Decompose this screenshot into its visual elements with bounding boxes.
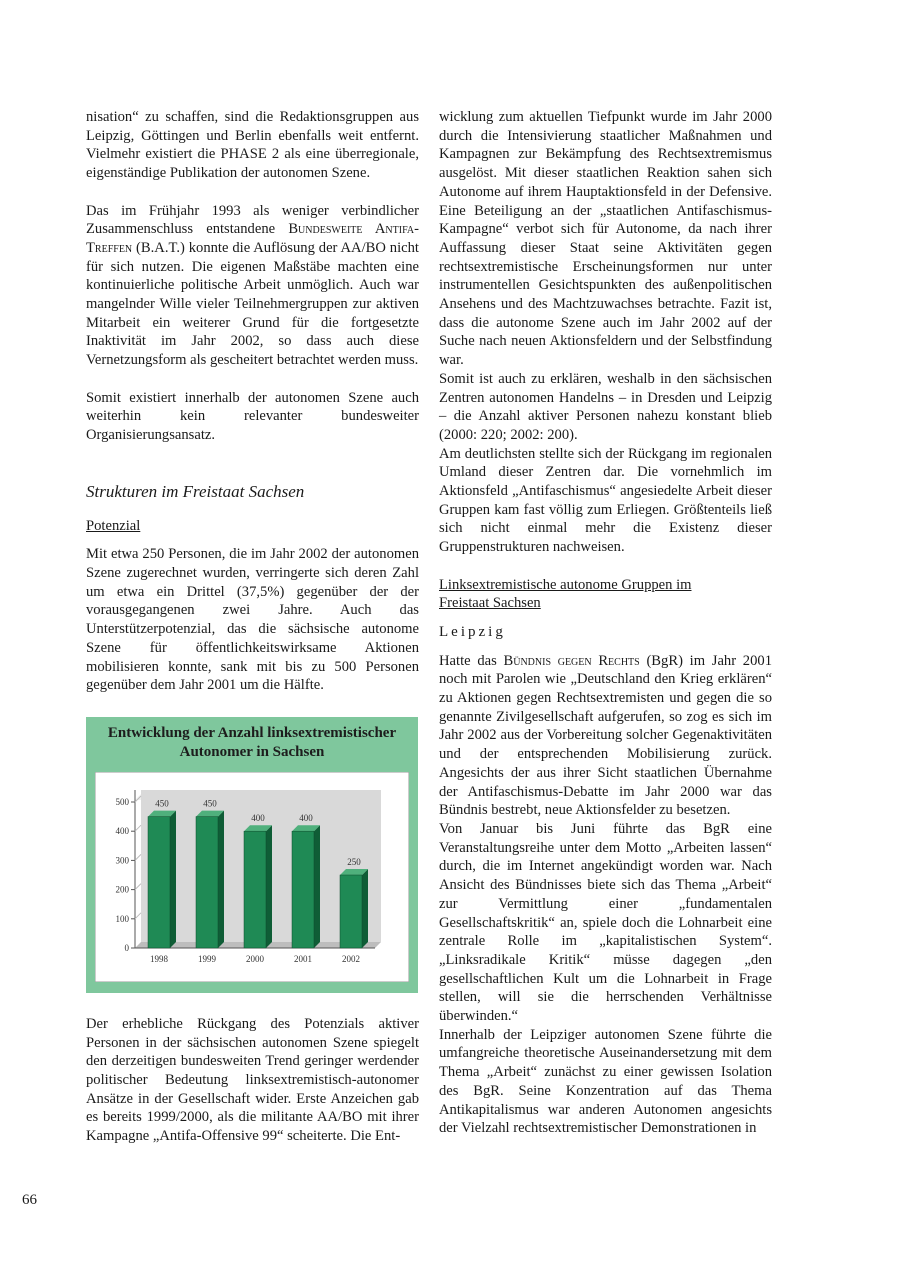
data-label: 450 [155, 798, 169, 809]
bar-side [266, 825, 272, 948]
chart-title: Entwicklung der Anzahl linksextremistischer Autonomer in Sachsen [107, 725, 397, 760]
paragraph: Somit existiert innerhalb der autonomen Szene auch weiterhin kein relevanter bundesweiter Organisierungsansatz. [86, 389, 419, 443]
paragraph-text: (B.A.T.) konnte die Auflösung der AA/BO nicht für sich nutzen. Die eigenen Maßstäbe machten eine kontinuierliche politische Arbeit unmöglich. Auch war mangelnder Wille vieler Teilnehmergruppen zur aktiven Mitarbeit ein weiterer Grund für die fortgesetzte Inaktivität im Jahr 2002, so dass auch diese Vernetzungsform als gescheitert betrachtet werden muss. [86, 239, 419, 369]
x-tick-label: 1998 [150, 954, 168, 964]
paragraph-text: Hatte das [439, 652, 504, 669]
paragraph: Von Januar bis Juni führte das BgR eine Veranstaltungsreihe unter dem Motto „Arbeiten lassen“ durch, die im Internet angekündigt worden war. Nach Ansicht des Bündnisses biete sich das Thema „Arbeit“ zur Vermittlung einer „fundamentalen Gesellschaftskritik“ an, spiele doch die Lohnarbeit eine zentrale Rolle im „kapitalistischen System“. „Linksradikale Kritik“ müsse dagegen „den gesellschaftlichen Kult um die Lohnarbeit in Frage stellen, will sie die herrschenden Verhältnisse überwinden.“ [439, 821, 772, 1025]
organization-name: Bundesweite Antifa-Treffen [86, 221, 419, 256]
x-tick-label: 1999 [198, 954, 216, 964]
x-tick-label: 2001 [294, 954, 312, 964]
x-tick-label: 2002 [342, 954, 360, 964]
bar-side [170, 811, 176, 948]
paragraph-text: Das im Frühjahr 1993 als weniger verbindlicher Zusammenschluss entstandene [86, 202, 419, 238]
paragraph: wicklung zum aktuellen Tiefpunkt wurde im Jahr 2000 durch die Intensivierung staatlicher Maßnahmen und Kampagnen zur Bekämpfung des Rechtsextremismus ausgelöst. Mit dieser staatlichen Reaktion sahen sich Autonome auf ihrem Hauptaktionsfeld in der Defensive. Eine Beteiligung an der „staatlichen Antifaschismus-Kampagne“ verbot sich für Autonome, da nach ihrer Auffassung dieser Staat seine Aktivitäten gegen rechtsextremistische Erscheinungsformen nur unter instrumentellen Gesichtspunkten des außenpolitischen Ansehens und des Machtzuwachses betrachte. Fazit ist, dass die autonome Szene auch im Jahr 2002 auf der Suche nach neuen Aktionsfeldern und der Selbstfindung war. [439, 109, 772, 369]
y-tick-label: 500 [115, 797, 129, 807]
paragraph-text: (BgR) im Jahr 2001 noch mit Parolen wie „Deutschland den Krieg erklären“ zu Aktionen gegen Rechtsextremisten und gegen die so genannte Zivilgesellschaft aufgerufen, so zog es sich im Jahr 2002 aus der Vorbereitung solcher Gegenaktivitäten und der entsprechenden Mobilisierung zurück. Angesichts der aus ihrer Sicht staatlichen Übernahme der Antifaschismus-Debatte im Jahr 2000 war das Bündnis bestrebt, neue Aktionsfelder zu besetzen. [439, 652, 772, 819]
y-tick-label: 300 [115, 855, 129, 866]
bar [148, 817, 170, 948]
section-title: Strukturen im Freistaat Sachsen [86, 481, 305, 501]
page-number: 66 [22, 1192, 37, 1208]
organization-name: Bündnis gegen Rechts [503, 652, 640, 669]
y-tick-label: 100 [115, 913, 129, 924]
x-tick-label: 2000 [246, 954, 264, 964]
paragraph: Innerhalb der Leipziger autonomen Szene führte die umfangreiche theoretische Auseinandersetzung mit dem Thema „Arbeit“ zunächst zu einer gewissen Isolation des BgR. Seine Konzentration auf das Thema Antikapitalismus war anderen Autonomen angesichts der Vielzahl rechtsextremistischer Demonstrationen in [439, 1026, 772, 1137]
paragraph: Mit etwa 250 Personen, die im Jahr 2002 der autonomen Szene zugerechnet wurden, verringerte sich deren Zahl um etwa ein Drittel (37,5%) gegenüber der der vorausgegangenen zwei Jahre. Auch das Unterstützerpotenzial, das die sächsische autonome Szene für öffentlichkeitswirksame Aktionen mobilisieren konnte, sank mit bis zu 500 Personen gegenüber dem Jahr 2001 um die Hälfte. [86, 546, 419, 694]
paragraph: Am deutlichsten stellte sich der Rückgang im regionalen Umland dieser Zentren dar. Die vornehmlich im Aktionsfeld „Antifaschismus“ angesiedelte Arbeit dieser Gruppen kam fast völlig zum Erliegen. Größtenteils ließ sich nicht einmal mehr die Existenz dieser Gruppenstrukturen nachweisen. [439, 445, 772, 556]
paragraph: Der erhebliche Rückgang des Potenzials aktiver Personen in der sächsischen autonomen Szene spiegelt den derzeitigen bundesweiten Trend geringer werdender politischer Bedeutung linksextremistisch-autonomer Ansätze in der Gesellschaft wider. Erste Anzeichen gab es bereits 1999/2000, als die militante AA/BO mit ihrer Kampagne „Antifa-Offensive 99“ scheiterte. Die Ent- [86, 1015, 419, 1145]
bar-chart [95, 772, 409, 982]
bar [292, 831, 314, 948]
bar [340, 875, 362, 948]
data-label: 400 [299, 813, 313, 824]
data-label: 450 [203, 798, 217, 809]
data-label: 250 [347, 857, 361, 867]
subheading-potenzial: Potenzial [86, 517, 141, 534]
paragraph: nisation“ zu schaffen, sind die Redaktionsgruppen aus Leipzig, Göttingen und Berlin ebenfalls weit entfernt. Vielmehr existiert die PHASE 2 als eine überregionale, eigenständige Publikation der autonomen Szene. [86, 109, 419, 182]
paragraph: Somit ist auch zu erklären, weshalb in den sächsischen Zentren autonomen Handelns – in Dresden und Leipzig – die Anzahl aktiver Personen nahezu konstant blieb (2000: 220; 2002: 200). [439, 370, 772, 443]
paragraph [439, 652, 772, 820]
city-heading-leipzig: Leipzig [439, 623, 506, 640]
bar-side [362, 869, 368, 948]
bar-side [218, 811, 224, 948]
data-label: 400 [251, 813, 265, 824]
bar [244, 831, 266, 948]
paragraph [86, 202, 419, 370]
bar [196, 817, 218, 948]
subheading-gruppen: Linksextremistische autonome Gruppen im Freistaat Sachsen [439, 576, 692, 612]
chart-panel [86, 717, 418, 993]
y-tick-label: 0 [124, 943, 129, 953]
y-tick-label: 400 [115, 826, 129, 837]
right-column [439, 108, 772, 1138]
y-tick-label: 200 [115, 884, 129, 895]
bar-side [314, 825, 320, 948]
